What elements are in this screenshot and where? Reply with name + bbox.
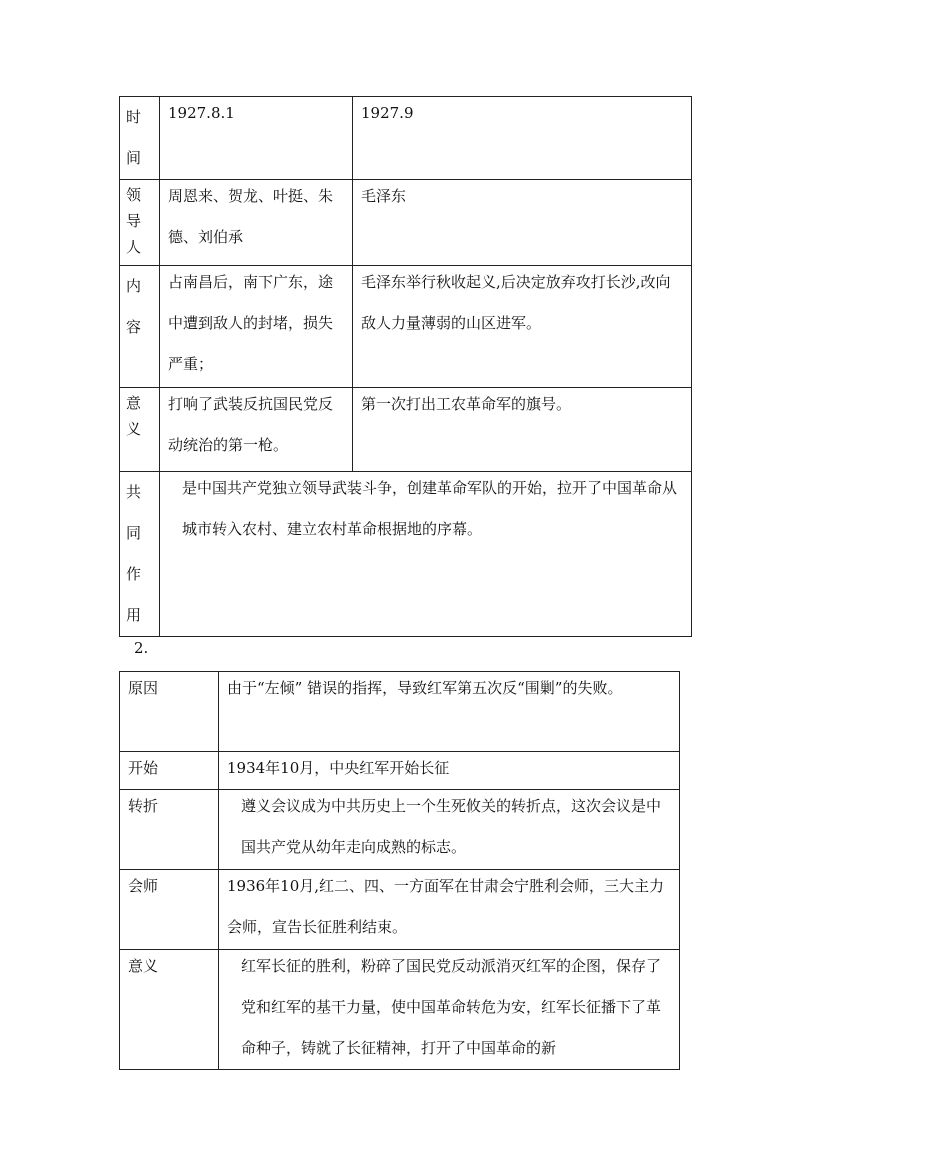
autumn-harvest-leaders-cell: 毛泽东 bbox=[353, 180, 692, 266]
table-row bbox=[120, 266, 692, 388]
autumn-harvest-content-cell: 毛泽东举行秋收起义,后决定放弃攻打长沙,改向敌人力量薄弱的山区进军。 bbox=[353, 266, 692, 388]
table-row bbox=[120, 388, 692, 472]
joining-forces-cell: 1936年10月,红二、四、一方面军在甘肃会宁胜利会师，三大主力会师，宣告长征胜利结束。 bbox=[219, 870, 680, 950]
row-label-common-role: 共 同 作 用 bbox=[120, 472, 160, 637]
row-label-start: 开始 bbox=[120, 752, 219, 790]
uprisings-table bbox=[119, 96, 692, 637]
cause-cell: 由于“左倾” 错误的指挥，导致红军第五次反“围剿”的失败。 bbox=[219, 672, 680, 752]
nanchang-content-cell: 占南昌后，南下广东，途中遭到敌人的封堵，损失严重； bbox=[160, 266, 353, 388]
table-row bbox=[120, 97, 692, 180]
table-row bbox=[120, 950, 680, 1070]
significance-cell: 红军长征的胜利，粉碎了国民党反动派消灭红军的企图，保存了党和红军的基干力量，使中国革命转危为安，红军长征播下了革命种子，铸就了长征精神，打开了中国革命的新 bbox=[219, 950, 680, 1070]
table-row bbox=[120, 790, 680, 870]
autumn-harvest-significance-cell: 第一次打出工农革命军的旗号。 bbox=[353, 388, 692, 472]
row-label-joining-forces: 会师 bbox=[120, 870, 219, 950]
nanchang-significance-cell: 打响了武装反抗国民党反动统治的第一枪。 bbox=[160, 388, 353, 472]
row-label-content: 内 容 bbox=[120, 266, 160, 388]
row-label-significance: 意义 bbox=[120, 950, 219, 1070]
long-march-table bbox=[119, 671, 680, 1070]
item-number: 2. bbox=[134, 639, 149, 657]
row-label-cause: 原因 bbox=[120, 672, 219, 752]
turning-point-cell: 遵义会议成为中共历史上一个生死攸关的转折点，这次会议是中国共产党从幼年走向成熟的标志。 bbox=[219, 790, 680, 870]
row-label-significance: 意 义 bbox=[120, 388, 160, 472]
nanchang-time-cell: 1927.8.1 bbox=[160, 97, 353, 180]
table-row bbox=[120, 472, 692, 637]
table-row bbox=[120, 672, 680, 752]
autumn-harvest-time-cell: 1927.9 bbox=[353, 97, 692, 180]
table-row bbox=[120, 180, 692, 266]
table-row bbox=[120, 870, 680, 950]
common-role-cell: 是中国共产党独立领导武装斗争，创建革命军队的开始，拉开了中国革命从城市转入农村、建立农村革命根据地的序幕。 bbox=[160, 472, 692, 637]
row-label-leaders: 领 导 人 bbox=[120, 180, 160, 266]
start-cell: 1934年10月，中央红军开始长征 bbox=[219, 752, 680, 790]
nanchang-leaders-cell: 周恩来、贺龙、叶挺、朱德、刘伯承 bbox=[160, 180, 353, 266]
row-label-turning-point: 转折 bbox=[120, 790, 219, 870]
row-label-time: 时 间 bbox=[120, 97, 160, 180]
